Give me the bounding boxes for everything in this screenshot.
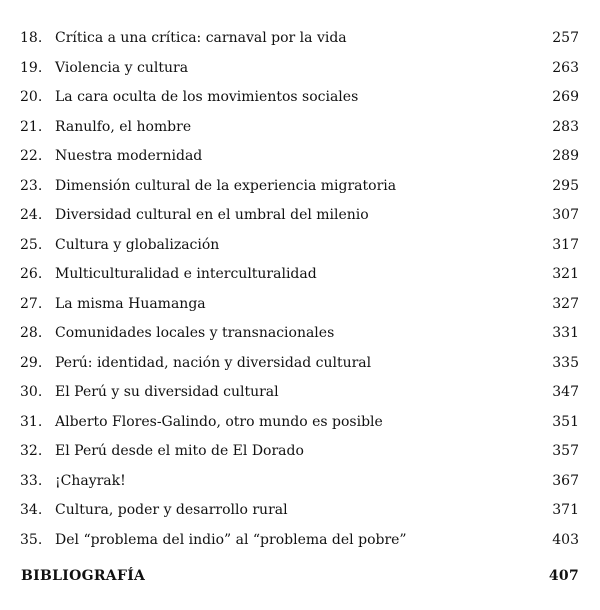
entry-title: Diversidad cultural en el umbral del milenio [55, 207, 369, 223]
entry-page: 371 [552, 502, 579, 518]
entry-title: ¡Chayrak! [55, 473, 126, 489]
toc-entry [0, 409, 600, 435]
entry-title: Crítica a una crítica: carnaval por la vida [55, 30, 347, 46]
toc-entry [0, 55, 600, 81]
entry-number: 27. [20, 296, 43, 312]
toc-entry [0, 261, 600, 287]
toc-entry [0, 468, 600, 494]
entry-page: 307 [552, 207, 579, 223]
toc-entry [0, 497, 600, 523]
entry-number: 33. [20, 473, 43, 489]
toc-entry [0, 114, 600, 140]
toc-entry [0, 379, 600, 405]
entry-title: El Perú y su diversidad cultural [55, 384, 279, 400]
entry-page: 367 [552, 473, 579, 489]
entry-number: 18. [20, 30, 43, 46]
entry-number: 19. [20, 60, 43, 76]
entry-title: Violencia y cultura [55, 60, 189, 76]
toc-entry [0, 438, 600, 464]
entry-page: 257 [552, 30, 579, 46]
entry-title: Cultura, poder y desarrollo rural [55, 502, 288, 518]
toc-entry [0, 84, 600, 110]
entry-title: La cara oculta de los movimientos sociales [55, 89, 359, 105]
toc-entry [0, 143, 600, 169]
entry-number: 28. [20, 325, 43, 341]
entry-number: 20. [20, 89, 43, 105]
entry-page: 347 [552, 384, 579, 400]
entry-title: Del “problema del indio” al “problema del pobre” [55, 532, 407, 548]
entry-number: 22. [20, 148, 43, 164]
toc-entry-bibliography [0, 563, 600, 589]
entry-title: Perú: identidad, nación y diversidad cultural [55, 355, 372, 371]
entry-page: 335 [552, 355, 579, 371]
entry-page: 295 [552, 178, 579, 194]
entry-number: 21. [20, 119, 43, 135]
entry-page: 351 [552, 414, 579, 430]
toc-entry [0, 202, 600, 228]
entry-number: 26. [20, 266, 43, 282]
toc-entry [0, 320, 600, 346]
toc-entry [0, 291, 600, 317]
entry-title: Nuestra modernidad [55, 148, 203, 164]
toc-entry [0, 350, 600, 376]
entry-title: La misma Huamanga [55, 296, 206, 312]
entry-number: 23. [20, 178, 43, 194]
entry-page: 357 [552, 443, 579, 459]
entry-title: Alberto Flores-Galindo, otro mundo es posible [55, 414, 383, 430]
entry-title: Dimensión cultural de la experiencia migratoria [55, 178, 397, 194]
entry-page: 327 [552, 296, 579, 312]
entry-page: 269 [552, 89, 579, 105]
toc-entry [0, 527, 600, 553]
entry-page: 289 [552, 148, 579, 164]
entry-title: Ranulfo, el hombre [55, 119, 192, 135]
entry-title: Comunidades locales y transnacionales [55, 325, 335, 341]
entry-page: 317 [552, 237, 579, 253]
toc-entry [0, 232, 600, 258]
entry-title: Multiculturalidad e interculturalidad [55, 266, 317, 282]
entry-number: 29. [20, 355, 43, 371]
entry-page: 331 [552, 325, 579, 341]
entry-number: 34. [20, 502, 43, 518]
entry-number: 25. [20, 237, 43, 253]
bibliography-heading: BIBLIOGRAFÍA [21, 568, 146, 584]
entry-title: Cultura y globalización [55, 237, 220, 253]
entry-page: 283 [552, 119, 579, 135]
bibliography-page: 407 [548, 568, 579, 584]
toc-entry [0, 25, 600, 51]
entry-number: 35. [20, 532, 43, 548]
entry-number: 30. [20, 384, 43, 400]
entry-number: 32. [20, 443, 43, 459]
entry-page: 263 [552, 60, 579, 76]
entry-page: 403 [552, 532, 579, 548]
entry-number: 24. [20, 207, 43, 223]
entry-title: El Perú desde el mito de El Dorado [55, 443, 304, 459]
entry-page: 321 [552, 266, 579, 282]
toc-entry [0, 173, 600, 199]
entry-number: 31. [20, 414, 43, 430]
